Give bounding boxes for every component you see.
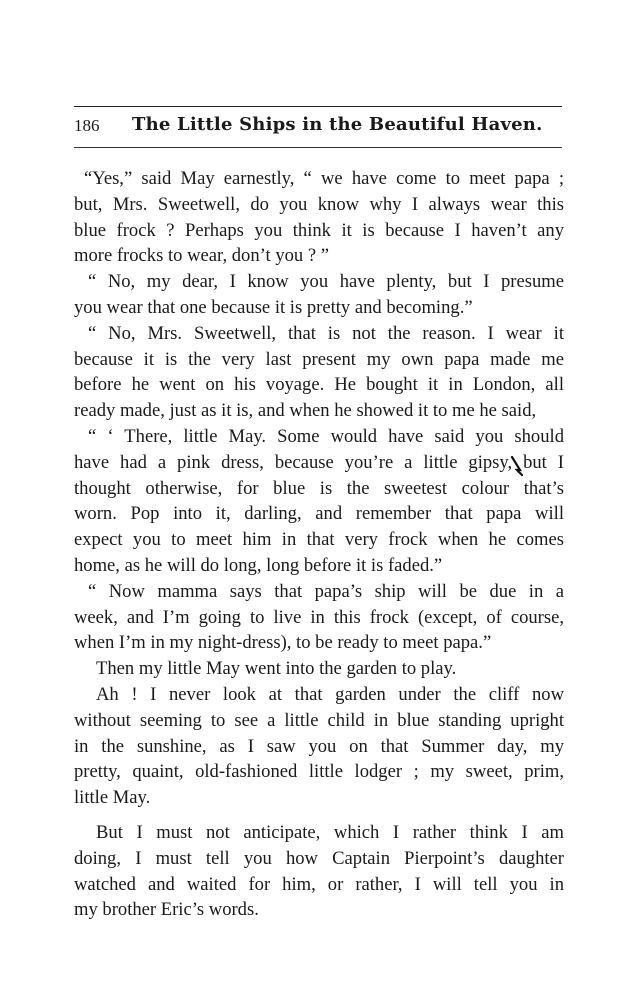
paragraph bbox=[74, 656, 564, 682]
header-bottom-rule bbox=[74, 147, 562, 148]
text-line: pretty, quaint, old-fashioned little lodger ; my sweet, prim, bbox=[74, 761, 564, 783]
ink-mark-icon bbox=[510, 456, 524, 476]
text-line: week, and I’m going to live in this frock (except, of course, bbox=[74, 606, 564, 628]
text-line: “ ‘ There, little May. Some would have said you should bbox=[88, 425, 564, 447]
text-line: before he went on his voyage. He bought it in London, all bbox=[74, 374, 564, 396]
paragraph bbox=[74, 579, 564, 656]
text-line: but, Mrs. Sweetwell, do you know why I always wear this bbox=[74, 193, 564, 215]
text-line: But I must not anticipate, which I rather think I am bbox=[96, 821, 564, 843]
text-line: doing, I must tell you how Captain Pierpoint’s daughter bbox=[74, 847, 564, 869]
paragraph bbox=[74, 321, 564, 424]
text-line: home, as he will do long, long before it is faded.” bbox=[74, 554, 443, 576]
paragraph bbox=[74, 682, 564, 811]
text-line: Then my little May went into the garden to play. bbox=[96, 658, 457, 680]
text-line: “Yes,” said May earnestly, “ we have come to meet papa ; bbox=[84, 168, 564, 189]
page-header bbox=[74, 114, 562, 142]
paragraph bbox=[74, 820, 564, 923]
page-number: 186 bbox=[74, 116, 100, 135]
text-line: Ah ! I never look at that garden under the cliff now bbox=[96, 683, 564, 705]
text-line: more frocks to wear, don’t you ? ” bbox=[74, 245, 330, 267]
text-line: ready made, just as it is, and when he showed it to me he said, bbox=[74, 400, 537, 422]
text-line: you wear that one because it is pretty and becoming.” bbox=[74, 296, 473, 318]
text-line: my brother Eric’s words. bbox=[74, 899, 259, 921]
text-line: expect you to meet him in that very frock when he comes bbox=[74, 529, 564, 551]
text-line: worn. Pop into it, darling, and remember that papa will bbox=[74, 503, 564, 525]
text-line: watched and waited for him, or rather, I will tell you in bbox=[74, 873, 564, 895]
body-text bbox=[74, 166, 564, 923]
text-line: without seeming to see a little child in blue standing upright bbox=[74, 709, 564, 731]
text-line: have had a pink dress, because you’re a little gipsy, but I bbox=[74, 451, 564, 473]
paragraph bbox=[74, 424, 564, 579]
header-top-rule bbox=[74, 106, 562, 107]
text-line: because it is the very last present my own papa made me bbox=[74, 348, 564, 370]
text-line: “ Now mamma says that papa’s ship will be due in a bbox=[88, 580, 564, 602]
text-line: blue frock ? Perhaps you think it is because I haven’t any bbox=[74, 219, 564, 241]
text-line: “ No, Mrs. Sweetwell, that is not the reason. I wear it bbox=[88, 322, 564, 344]
text-line: little May. bbox=[74, 787, 151, 809]
text-line: “ No, my dear, I know you have plenty, but I presume bbox=[88, 271, 564, 293]
paragraph bbox=[74, 166, 564, 269]
paragraph-gap bbox=[74, 811, 564, 820]
running-title: The Little Ships in the Beautiful Haven. bbox=[132, 114, 543, 135]
text-line: in the sunshine, as I saw you on that Summer day, my bbox=[74, 735, 564, 757]
text-line: thought otherwise, for blue is the sweetest colour that’s bbox=[74, 477, 564, 499]
paragraph bbox=[74, 269, 564, 321]
text-line: when I’m in my night-dress), to be ready to meet papa.” bbox=[74, 632, 492, 654]
